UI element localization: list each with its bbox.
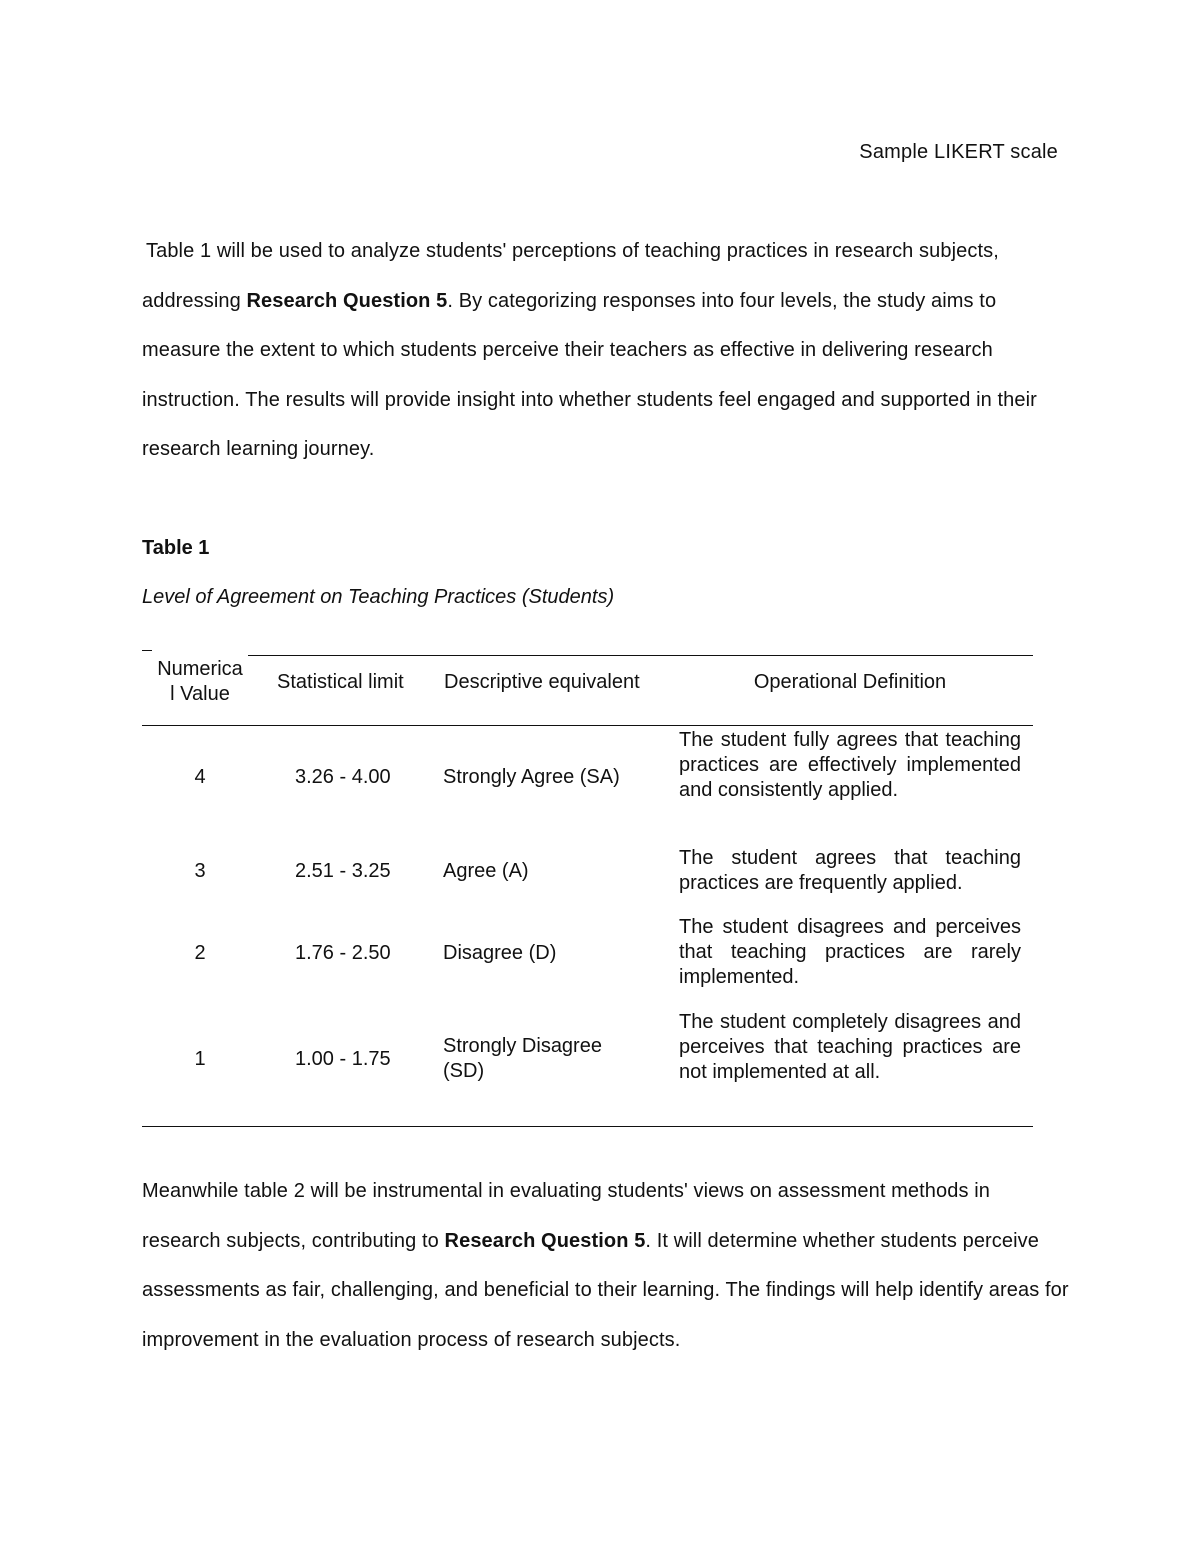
closing-text-after: . It will determine whether students perceive assessments as fair, challenging, and beneficial to their learning. The findings will help identify areas for improvement in the evaluation process of research subjects.	[142, 1229, 1069, 1351]
table-row-4-definition: The student completely disagrees and perceives that teaching practices are not implemented at all.	[679, 1011, 1021, 1083]
table-row-1-value: 4	[194, 766, 206, 788]
table-row-3-descriptive: Disagree (D)	[443, 942, 557, 964]
header-descriptive-equivalent: Descriptive equivalent	[444, 671, 640, 693]
table-row-3-definition: The student disagrees and perceives that teaching practices are rarely implemented.	[679, 916, 1021, 988]
table-row-3-limit: 1.76 - 2.50	[295, 942, 391, 964]
table-row-4-value: 1	[194, 1048, 206, 1070]
intro-paragraph	[142, 227, 1062, 475]
table-row-1-definition: The student fully agrees that teaching practices are effectively implemented and consistently applied.	[679, 729, 1021, 801]
header-operational-definition: Operational Definition	[753, 671, 947, 693]
table-top-rule	[248, 655, 1033, 656]
table-row-2-definition: The student agrees that teaching practices are frequently applied.	[679, 847, 1021, 894]
table-header-rule	[142, 725, 1033, 726]
document-header-title: Sample LIKERT scale	[859, 141, 1058, 163]
header-numerical-line2: l Value	[170, 683, 230, 705]
table-row-1-limit: 3.26 - 4.00	[295, 766, 391, 788]
table-label: Table 1	[142, 537, 210, 559]
intro-research-question-ref: Research Question 5	[246, 289, 448, 312]
header-numerical-line1: Numerica	[157, 658, 243, 680]
closing-research-question-ref: Research Question 5	[444, 1229, 646, 1252]
intro-text-after: . By categorizing responses into four levels, the study aims to measure the extent to which students perceive their teachers as effective in delivering research instruction. The results will provide insight into whether students feel engaged and supported in their research learning journey.	[142, 289, 1037, 461]
header-statistical-limit: Statistical limit	[277, 671, 404, 693]
table-row-2-descriptive: Agree (A)	[443, 860, 529, 882]
header-numerical-value	[142, 657, 258, 707]
closing-paragraph	[142, 1167, 1072, 1365]
table-row-2-value: 3	[194, 860, 206, 882]
table-bottom-rule	[142, 1126, 1033, 1127]
closing-text-before: Meanwhile table 2 will be instrumental in evaluating students' views on assessment methods in research subjects, contributing to	[142, 1180, 991, 1252]
table-row-1-descriptive: Strongly Agree (SA)	[443, 766, 620, 788]
table-row-4-descriptive: Strongly Disagree (SD)	[443, 1035, 602, 1082]
table-row-2-limit: 2.51 - 3.25	[295, 860, 391, 882]
table-row-3-value: 2	[194, 942, 206, 964]
table-caption: Level of Agreement on Teaching Practices (Students)	[142, 586, 615, 608]
table-row-4-limit: 1.00 - 1.75	[295, 1048, 391, 1070]
intro-text-before: Table 1 will be used to analyze students' perceptions of teaching practices in research subjects, addressing	[142, 240, 999, 312]
table-top-rule-short	[142, 650, 152, 651]
